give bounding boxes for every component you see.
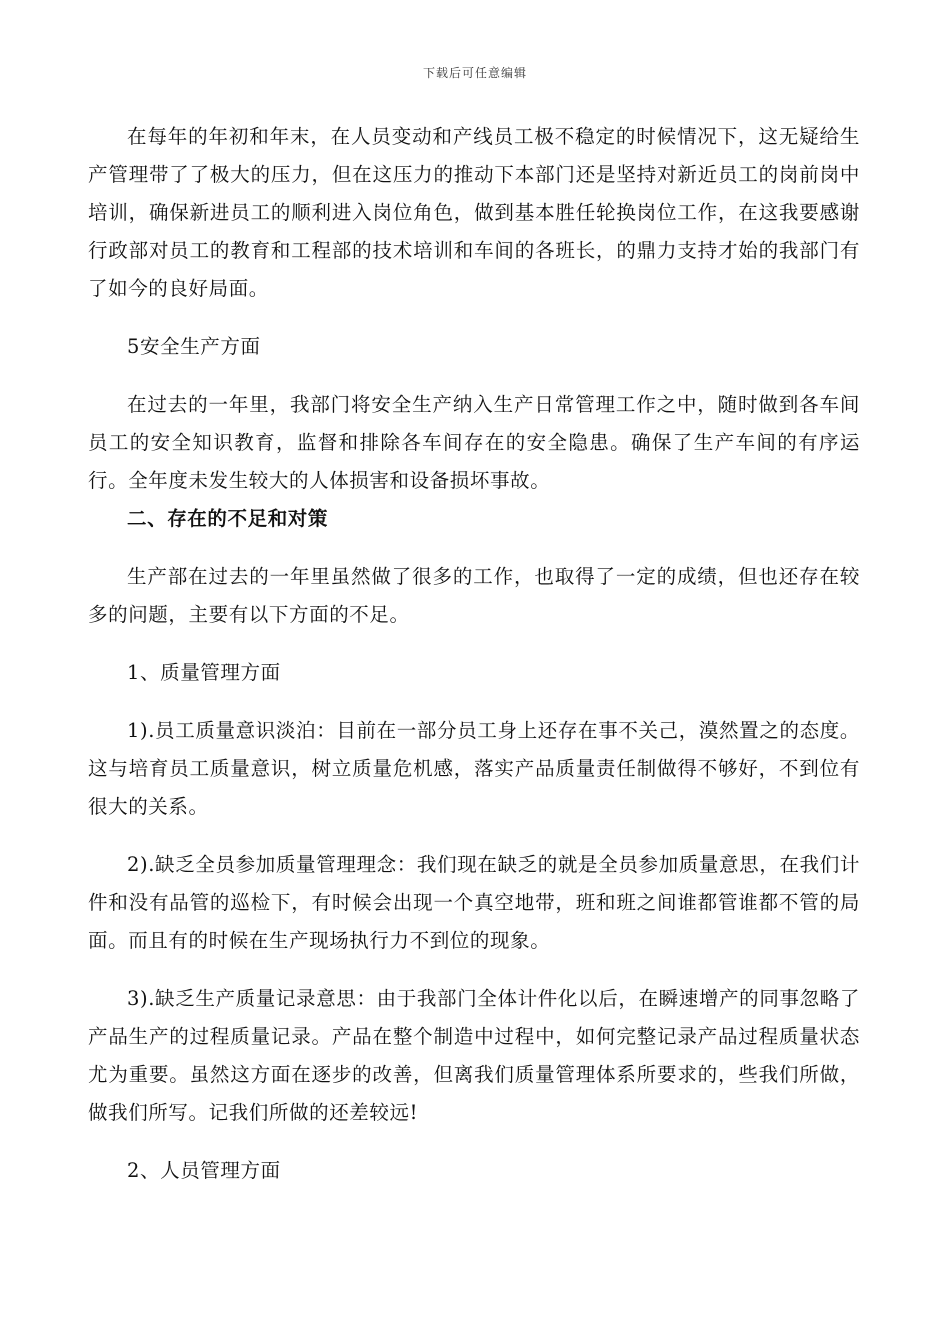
paragraph-quality-participation: 2).缺乏全员参加质量管理理念：我们现在缺乏的就是全员参加质量意思，在我们计件和没有品管的巡检下，有时候会出现一个真空地带，班和班之间谁都管谁都不管的局面。而且有的时候在生产现场执行力不到位的现象。 [88, 853, 860, 952]
paragraph-quality-awareness: 1).员工质量意识淡泊：目前在一部分员工身上还存在事不关己，漠然置之的态度。这与培育员工质量意识，树立质量危机感，落实产品质量责任制做得不够好，不到位有很大的关系。 [88, 719, 860, 818]
paragraph-safety: 在过去的一年里，我部门将安全生产纳入生产日常管理工作之中，随时做到各车间员工的安全知识教育，监督和排除各车间存在的安全隐患。确保了生产车间的有序运行。全年度未发生较大的人体损害和设备损坏事故。 [88, 393, 860, 492]
header-note: 下载后可任意编辑 [422, 66, 527, 80]
paragraph-quality-records: 3).缺乏生产质量记录意思：由于我部门全体计件化以后，在瞬速增产的同事忽略了产品生产的过程质量记录。产品在整个制造中过程中，如何完整记录产品过程质量状态尤为重要。虽然这方面在逐步的改善，但离我们质量管理体系所要求的，些我们所做，做我们所写。记我们所做的还差较远! [88, 987, 860, 1124]
section-title-quality: 1、质量管理方面 [127, 661, 281, 684]
section-title-personnel: 2、人员管理方面 [127, 1159, 281, 1182]
heading-shortcomings: 二、存在的不足和对策 [127, 507, 329, 530]
paragraph-training: 在每年的年初和年末，在人员变动和产线员工极不稳定的时候情况下，这无疑给生产管理带了了极大的压力，但在这压力的推动下本部门还是坚持对新近员工的岗前岗中培训，确保新进员工的顺利进入岗位角色，做到基本胜任轮换岗位工作，在这我要感谢行政部对员工的教育和工程部的技术培训和车间的各班长，的鼎力支持才始的我部门有了如今的良好局面。 [88, 125, 860, 300]
document-body [88, 118, 860, 1190]
paragraph-shortcomings-intro: 生产部在过去的一年里虽然做了很多的工作，也取得了一定的成绩，但也还存在较多的问题，主要有以下方面的不足。 [88, 565, 860, 626]
section-title-safety: 5安全生产方面 [127, 335, 261, 358]
